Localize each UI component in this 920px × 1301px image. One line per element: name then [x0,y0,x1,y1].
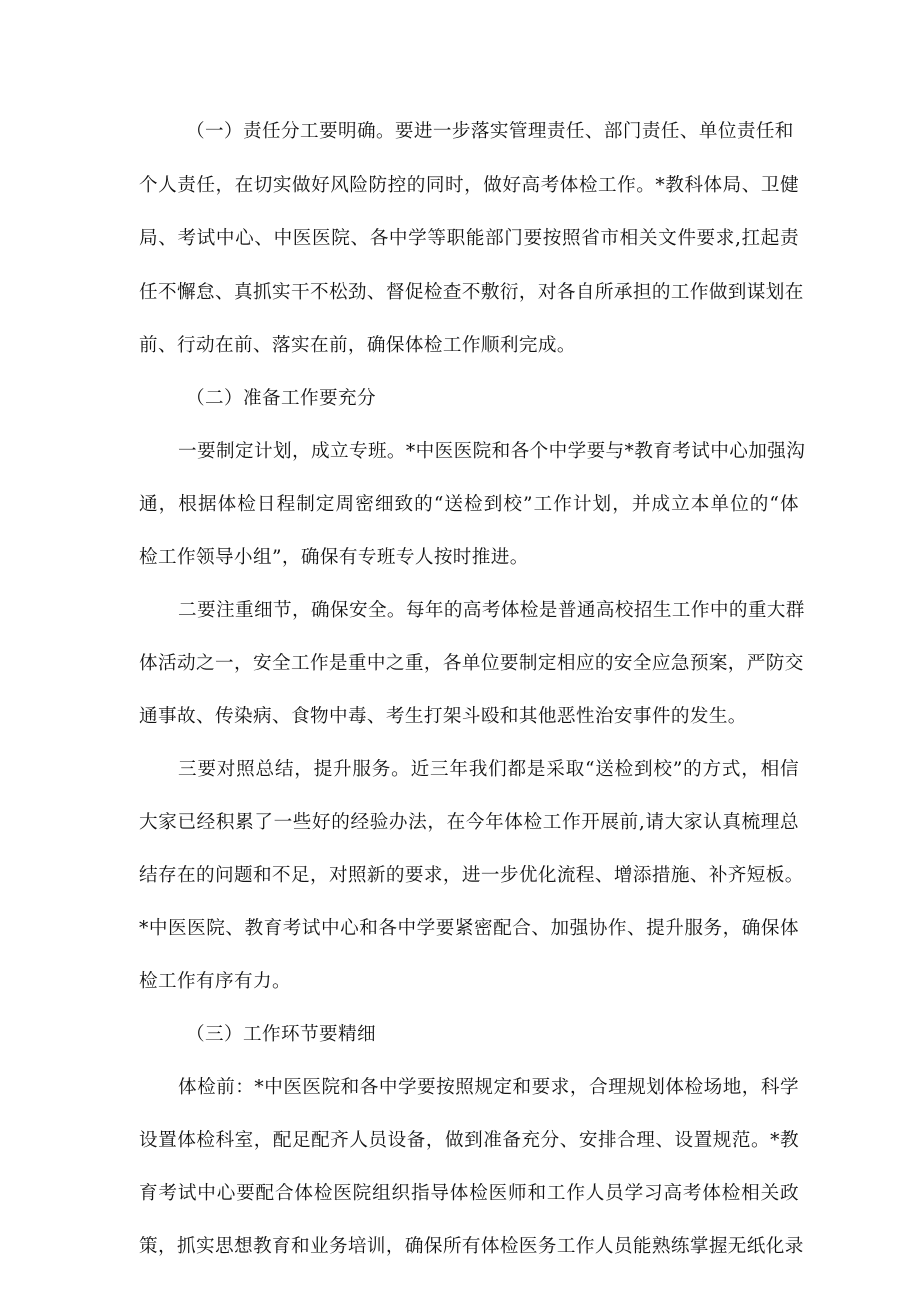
paragraph-line: 任不懈怠、真抓实干不松劲、督促检查不敷衍，对各自所承担的工作做到谋划在 [139,282,804,303]
section-heading: （二）准备工作要充分 [186,388,376,409]
paragraph-line: 育考试中心要配合体检医院组织指导体检医师和工作人员学习高考体检相关政 [139,1183,799,1204]
paragraph-line: 检工作有序有力。 [139,971,291,992]
paragraph-line: 二要注重细节，确保安全。每年的高考体检是普通高校招生工作中的重大群 [178,600,805,621]
paragraph-line: 设置体检科室，配足配齐人员设备，做到准备充分、安排合理、设置规范。*教 [139,1130,799,1151]
paragraph-line: 策，抓实思想教育和业务培训，确保所有体检医务工作人员能熟练掌握无纸化录 [139,1236,804,1257]
paragraph-line: （一）责任分工要明确。要进一步落实管理责任、部门责任、单位责任和 [186,121,794,142]
paragraph-line: 大家已经积累了一些好的经验办法，在今年体检工作开展前,请大家认真梳理总 [139,812,799,833]
paragraph-line: 通，根据体检日程制定周密细致的“送检到校”工作计划，并成立本单位的“体 [139,494,799,515]
paragraph-line: 检工作领导小组”，确保有专班专人按时推进。 [139,547,529,568]
paragraph-line: 前、行动在前、落实在前，确保体检工作顺利完成。 [139,335,576,356]
paragraph-line: 结存在的问题和不足，对照新的要求，进一步优化流程、增添措施、补齐短板。 [139,865,804,886]
paragraph-line: 一要制定计划，成立专班。*中医医院和各个中学要与*教育考试中心加强沟 [178,441,806,462]
paragraph-line: *中医医院、教育考试中心和各中学要紧密配合、加强协作、提升服务，确保体 [139,918,799,939]
paragraph-line: 三要对照总结，提升服务。近三年我们都是采取“送检到校”的方式，相信 [178,759,799,780]
section-heading: （三）工作环节要精细 [186,1024,376,1045]
paragraph-line: 体活动之一，安全工作是重中之重，各单位要制定相应的安全应急预案，严防交 [139,653,804,674]
paragraph-line: 局、考试中心、中医医院、各中学等职能部门要按照省市相关文件要求,扛起责 [139,228,799,249]
paragraph-line: 体检前：*中医医院和各中学要按照规定和要求，合理规划体检场地，科学 [178,1077,799,1098]
paragraph-line: 个人责任，在切实做好风险防控的同时，做好高考体检工作。*教科体局、卫健 [139,175,799,196]
paragraph-line: 通事故、传染病、食物中毒、考生打架斗殴和其他恶性治安事件的发生。 [139,706,747,727]
